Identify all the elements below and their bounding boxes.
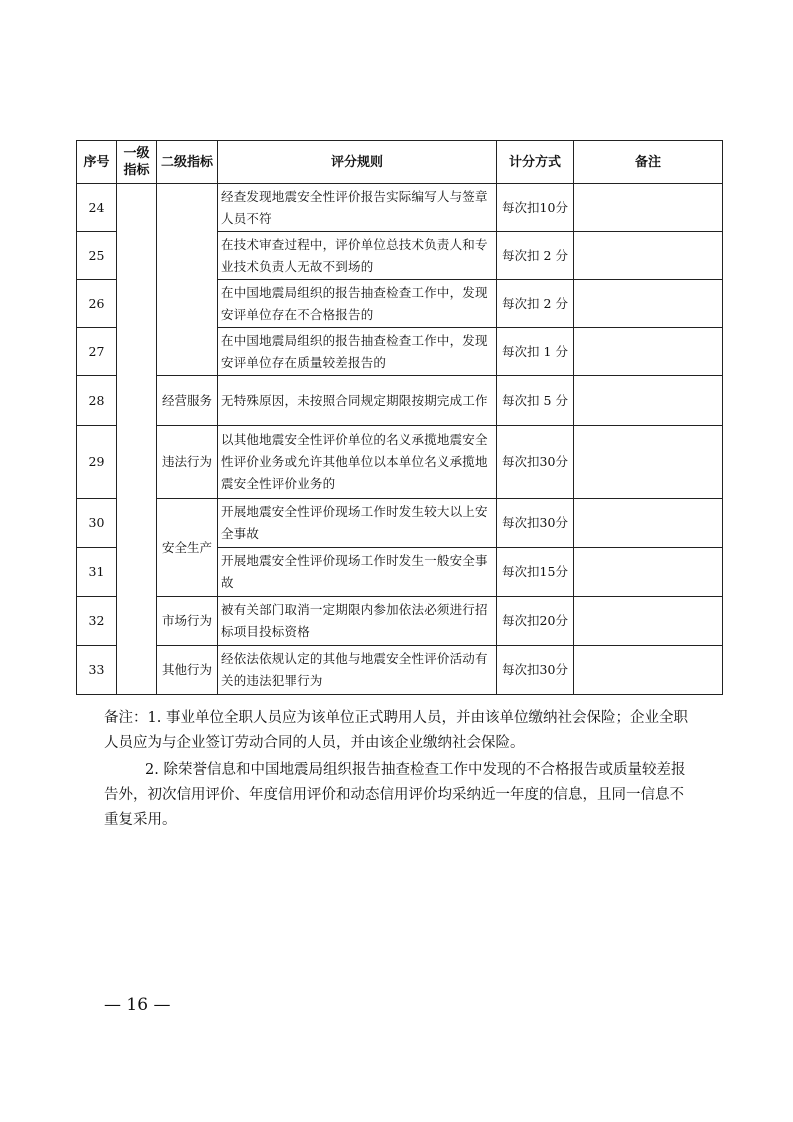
table-header-row xyxy=(77,141,723,184)
rule-cell: 开展地震安全性评价现场工作时发生一般安全事故 xyxy=(218,548,497,597)
footnotes xyxy=(104,706,694,833)
footnote-2: 2. 除荣誉信息和中国地震局组织报告抽查检查工作中发现的不合格报告或质量较差报告外，初次信用评价、年度信用评价和动态信用评价均采纳近一年度的信息，且同一信息不重复采用。 xyxy=(104,762,686,828)
level2-cell xyxy=(157,184,218,376)
table-row xyxy=(77,426,723,499)
table-row xyxy=(77,597,723,646)
level1-cell xyxy=(117,184,157,695)
note-cell xyxy=(574,328,723,376)
row-number: 28 xyxy=(77,376,117,426)
rule-cell: 经依法依规认定的其他与地震安全性评价活动有关的违法犯罪行为 xyxy=(218,646,497,695)
table-row xyxy=(77,184,723,232)
row-number: 29 xyxy=(77,426,117,499)
table-row xyxy=(77,646,723,695)
method-cell: 每次扣30分 xyxy=(497,646,574,695)
table-row xyxy=(77,499,723,548)
rule-cell: 在中国地震局组织的报告抽查检查工作中，发现安评单位存在不合格报告的 xyxy=(218,280,497,328)
header-level2: 二级指标 xyxy=(157,141,218,184)
note-cell xyxy=(574,548,723,597)
level2-cell-safety: 安全生产 xyxy=(157,499,218,597)
method-cell: 每次扣30分 xyxy=(497,499,574,548)
rule-cell: 在技术审查过程中，评价单位总技术负责人和专业技术负责人无故不到场的 xyxy=(218,232,497,280)
note-cell xyxy=(574,280,723,328)
note-cell xyxy=(574,426,723,499)
rule-cell: 在中国地震局组织的报告抽查检查工作中，发现安评单位存在质量较差报告的 xyxy=(218,328,497,376)
note-cell xyxy=(574,376,723,426)
header-method: 计分方式 xyxy=(497,141,574,184)
row-number: 26 xyxy=(77,280,117,328)
level2-cell-market: 市场行为 xyxy=(157,597,218,646)
rule-cell: 开展地震安全性评价现场工作时发生较大以上安全事故 xyxy=(218,499,497,548)
method-cell: 每次扣 2 分 xyxy=(497,232,574,280)
row-number: 31 xyxy=(77,548,117,597)
note-cell xyxy=(574,597,723,646)
footnote-1: 备注：1. 事业单位全职人员应为该单位正式聘用人员，并由该单位缴纳社会保险；企业全职人员应为与企业签订劳动合同的人员，并由该企业缴纳社会保险。 xyxy=(104,710,688,751)
method-cell: 每次扣 2 分 xyxy=(497,280,574,328)
method-cell: 每次扣15分 xyxy=(497,548,574,597)
header-serial: 序号 xyxy=(77,141,117,184)
method-cell: 每次扣10分 xyxy=(497,184,574,232)
level2-cell-other: 其他行为 xyxy=(157,646,218,695)
note-cell xyxy=(574,646,723,695)
row-number: 33 xyxy=(77,646,117,695)
level2-cell-business: 经营服务 xyxy=(157,376,218,426)
header-note: 备注 xyxy=(574,141,723,184)
method-cell: 每次扣 5 分 xyxy=(497,376,574,426)
rule-cell: 被有关部门取消一定期限内参加依法必须进行招标项目投标资格 xyxy=(218,597,497,646)
score-table xyxy=(76,140,723,695)
method-cell: 每次扣 1 分 xyxy=(497,328,574,376)
rule-cell: 以其他地震安全性评价单位的名义承揽地震安全性评价业务或允许其他单位以本单位名义承揽地震安全性评价业务的 xyxy=(218,426,497,499)
note-cell xyxy=(574,499,723,548)
rule-cell: 无特殊原因，未按照合同规定期限按期完成工作 xyxy=(218,376,497,426)
row-number: 24 xyxy=(77,184,117,232)
row-number: 30 xyxy=(77,499,117,548)
table-row xyxy=(77,376,723,426)
level2-cell-illegal: 违法行为 xyxy=(157,426,218,499)
row-number: 27 xyxy=(77,328,117,376)
note-cell xyxy=(574,184,723,232)
row-number: 32 xyxy=(77,597,117,646)
header-rule: 评分规则 xyxy=(218,141,497,184)
row-number: 25 xyxy=(77,232,117,280)
method-cell: 每次扣30分 xyxy=(497,426,574,499)
method-cell: 每次扣20分 xyxy=(497,597,574,646)
rule-cell: 经查发现地震安全性评价报告实际编写人与签章人员不符 xyxy=(218,184,497,232)
page-number: — 16 — xyxy=(104,995,171,1015)
note-cell xyxy=(574,232,723,280)
header-level1: 一级指标 xyxy=(117,141,157,184)
